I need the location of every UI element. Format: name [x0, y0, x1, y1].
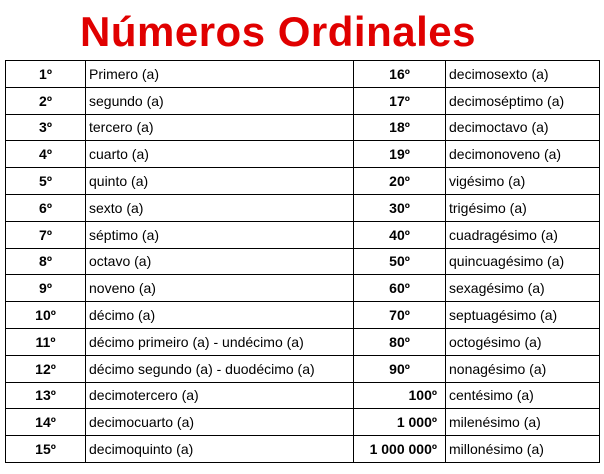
ordinal-numeral: 70º: [354, 302, 446, 329]
ordinal-numeral: 16º: [354, 61, 446, 88]
ordinal-numeral: 4º: [6, 141, 86, 168]
ordinal-numeral: 40º: [354, 221, 446, 248]
ordinal-numeral: 80º: [354, 328, 446, 355]
page-title: Números Ordinales: [80, 8, 476, 55]
ordinal-word: nonagésimo (a): [446, 355, 600, 382]
ordinal-word: cuadragésimo (a): [446, 221, 600, 248]
ordinal-numeral: 10º: [6, 302, 86, 329]
ordinal-word: decimonoveno (a): [446, 141, 600, 168]
ordinal-numeral: 60º: [354, 275, 446, 302]
ordinal-word: decimocuarto (a): [86, 409, 354, 436]
table-row: [6, 61, 600, 88]
ordinal-numeral: 14º: [6, 409, 86, 436]
ordinal-word: décimo segundo (a) - duodécimo (a): [86, 355, 354, 382]
ordinal-numeral: 90º: [354, 355, 446, 382]
ordinal-word: decimotercero (a): [86, 382, 354, 409]
ordinal-word: milenésimo (a): [446, 409, 600, 436]
ordinal-numeral: 100º: [354, 382, 446, 409]
ordinal-numeral: 17º: [354, 87, 446, 114]
ordinal-numeral: 30º: [354, 194, 446, 221]
ordinal-word: millonésimo (a): [446, 436, 600, 463]
ordinal-word: decimosexto (a): [446, 61, 600, 88]
table-row: [6, 275, 600, 302]
ordinal-numeral: 1 000º: [354, 409, 446, 436]
ordinal-word: vigésimo (a): [446, 168, 600, 195]
ordinal-word: octavo (a): [86, 248, 354, 275]
ordinal-word: sexagésimo (a): [446, 275, 600, 302]
table-row: [6, 248, 600, 275]
ordinal-numeral: 15º: [6, 436, 86, 463]
ordinal-word: quincuagésimo (a): [446, 248, 600, 275]
table-row: [6, 302, 600, 329]
ordinal-word: trigésimo (a): [446, 194, 600, 221]
ordinal-word: decimoséptimo (a): [446, 87, 600, 114]
ordinal-word: décimo primeiro (a) - undécimo (a): [86, 328, 354, 355]
ordinal-numeral: 12º: [6, 355, 86, 382]
ordinal-word: décimo (a): [86, 302, 354, 329]
ordinal-word: septuagésimo (a): [446, 302, 600, 329]
ordinal-word: sexto (a): [86, 194, 354, 221]
ordinal-numeral: 20º: [354, 168, 446, 195]
ordinal-word: quinto (a): [86, 168, 354, 195]
table-row: [6, 87, 600, 114]
ordinal-word: cuarto (a): [86, 141, 354, 168]
table-row: [6, 221, 600, 248]
ordinal-word: segundo (a): [86, 87, 354, 114]
ordinal-word: decimoctavo (a): [446, 114, 600, 141]
ordinal-numeral: 3º: [6, 114, 86, 141]
ordinal-numeral: 11º: [6, 328, 86, 355]
ordinal-numbers-table: [5, 60, 600, 463]
ordinal-numeral: 50º: [354, 248, 446, 275]
table-row: [6, 382, 600, 409]
ordinal-numeral: 1º: [6, 61, 86, 88]
ordinal-word: Primero (a): [86, 61, 354, 88]
ordinal-word: tercero (a): [86, 114, 354, 141]
ordinal-numeral: 2º: [6, 87, 86, 114]
ordinal-numeral: 9º: [6, 275, 86, 302]
table-row: [6, 355, 600, 382]
ordinal-numeral: 5º: [6, 168, 86, 195]
table-row: [6, 194, 600, 221]
table-row: [6, 168, 600, 195]
ordinal-word: séptimo (a): [86, 221, 354, 248]
ordinal-numeral: 13º: [6, 382, 86, 409]
ordinal-numeral: 18º: [354, 114, 446, 141]
ordinal-word: centésimo (a): [446, 382, 600, 409]
ordinal-word: decimoquinto (a): [86, 436, 354, 463]
ordinal-numeral: 19º: [354, 141, 446, 168]
table-row: [6, 328, 600, 355]
ordinal-numeral: 8º: [6, 248, 86, 275]
table-row: [6, 436, 600, 463]
ordinal-numeral: 6º: [6, 194, 86, 221]
ordinal-word: noveno (a): [86, 275, 354, 302]
table-row: [6, 141, 600, 168]
table-row: [6, 409, 600, 436]
ordinal-numeral: 7º: [6, 221, 86, 248]
ordinal-numeral: 1 000 000º: [354, 436, 446, 463]
table-row: [6, 114, 600, 141]
ordinal-word: octogésimo (a): [446, 328, 600, 355]
